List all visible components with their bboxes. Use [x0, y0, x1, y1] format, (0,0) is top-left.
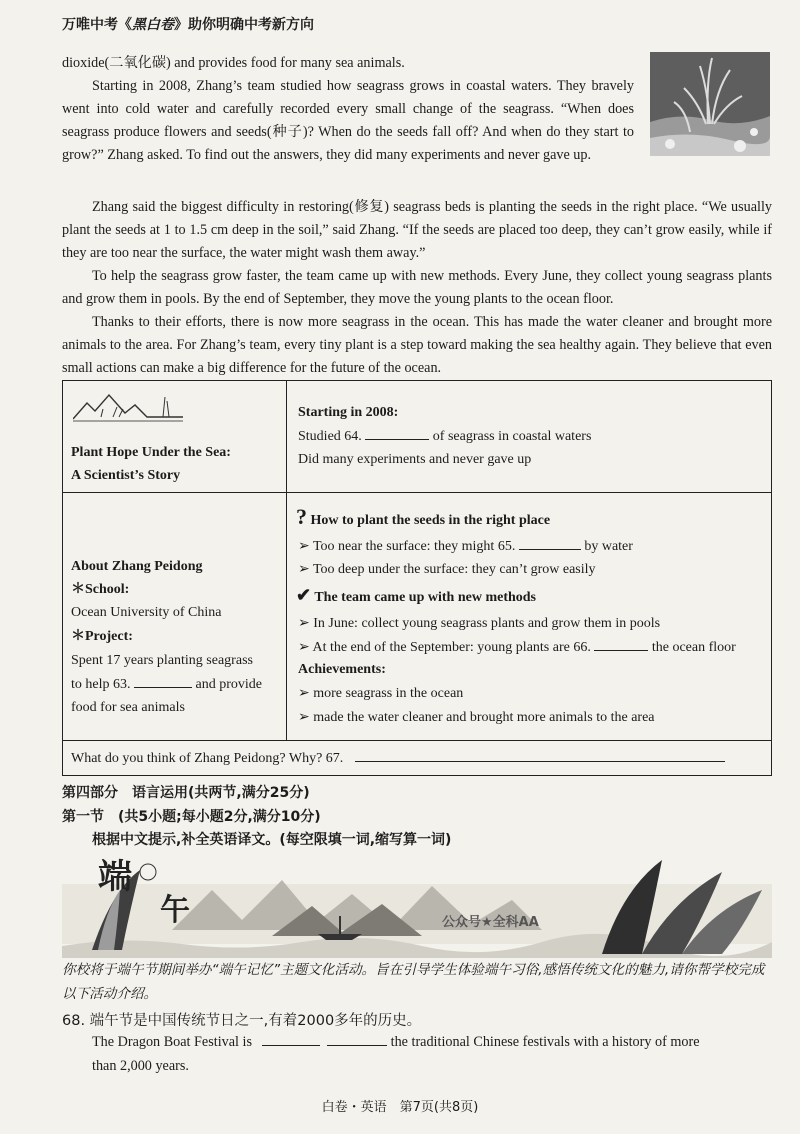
q68-chinese: 68. 端午节是中国传统节日之一,有着2000多年的历史。 [62, 1013, 422, 1029]
answer-blank-65[interactable] [519, 549, 581, 550]
landscape-illustration [73, 387, 183, 431]
seagrass-photo [650, 52, 770, 156]
project-line3: food for sea animals [71, 700, 185, 715]
page-header: 万唯中考《黑白卷》助你明确中考新方向 [62, 17, 314, 33]
table-divider [63, 492, 771, 493]
starting-detail: Did many experiments and never gave up [298, 452, 532, 467]
answer-blank-67[interactable] [355, 761, 725, 762]
project-label: ＊Project: [71, 629, 133, 644]
blank-66-line: ➢ At the end of the September: young plants are 66. the ocean floor [298, 640, 736, 655]
q68-english-line2: than 2,000 years. [92, 1058, 189, 1074]
banner-char-duan: 端 [98, 857, 132, 897]
article-paragraph-4: Thanks to their efforts, there is now more seagrass in the ocean. This has made the water cleaner and brought more animals to the area. For Zhang’s team, every tiny plant is a step toward making the sea healthy again. They believe that even small actions can make a big difference for the future of the ocean. [62, 314, 772, 376]
answer-blank-68b[interactable] [327, 1045, 387, 1046]
how-detail-deep: ➢ Too deep under the surface: they can’t grow easily [298, 562, 596, 577]
table-column-divider [286, 381, 287, 740]
dragon-boat-banner [62, 850, 772, 958]
table-title-line2: A Scientist’s Story [71, 468, 181, 483]
answer-blank-68a[interactable] [262, 1045, 320, 1046]
brand-name: 黑白卷 [132, 17, 174, 33]
method-heading-row: ✔ The team came up with new methods [296, 585, 536, 605]
blank-67-line: What do you think of Zhang Peidong? Why? 67. [71, 747, 725, 770]
check-mark-icon: ✔ [296, 585, 312, 605]
page-footer: 白卷・英语 第7页(共8页) [321, 1100, 479, 1115]
question-mark-icon: ? [296, 504, 307, 529]
achievement-2: ➢ made the water cleaner and brought more animals to the area [298, 710, 655, 725]
blank-64-line: Studied 64. of seagrass in coastal waters [298, 429, 592, 444]
achievement-1: ➢ more seagrass in the ocean [298, 686, 464, 701]
about-heading: About Zhang Peidong [71, 559, 203, 574]
starting-heading: Starting in 2008: [298, 405, 399, 420]
project-line1: Spent 17 years planting seagrass [71, 653, 253, 668]
article-paragraph-2: Zhang said the biggest difficulty in restoring(修复) seagrass beds is planting the seeds in the right place. “We usually plant the seeds at 1 to 1.5 cm deep in the soil,” said Zhang. “If the seeds are placed too deep, they can’t grow easily, while if they are too near the surface, the water might wash them away.” [62, 199, 772, 261]
answer-blank-66[interactable] [594, 650, 648, 651]
banner-char-wu: 午 [160, 893, 190, 928]
blank-63-line: to help 63. and provide [71, 677, 262, 692]
answer-blank-64[interactable] [365, 439, 429, 440]
table-divider [63, 740, 771, 741]
achievements-heading: Achievements: [298, 662, 386, 677]
activity-intro: 你校将于端午节期间举办“端午记忆”主题文化活动。旨在引导学生体验端午习俗,感悟传统文化的魅力,请你帮学校完成以下活动介绍。 [62, 962, 765, 1002]
article-paragraph-0: dioxide(二氧化碳) and provides food for many sea animals. [62, 55, 405, 71]
part4-title: 第四部分 语言运用(共两节,满分25分) [62, 785, 310, 801]
article-paragraph-1: Starting in 2008, Zhang’s team studied how seagrass grows in coastal waters. They bravely went into cold water and carefully recorded every small change of the seagrass. “When does seagrass produce flowers and seeds(种子)? When do the seeds fall off? And when do they start to grow?” Zhang asked. To find out the answers, they did many experiments and never gave up. [62, 78, 634, 163]
method-detail-june: ➢ In June: collect young seagrass plants and grow them in pools [298, 616, 661, 631]
q68-english-line: The Dragon Boat Festival is the traditional Chinese festivals with a history of more [92, 1034, 700, 1050]
summary-table [62, 380, 772, 776]
how-heading-row: ? How to plant the seeds in the right place [296, 504, 551, 529]
article-paragraph-3: To help the seagrass grow faster, the team came up with new methods. Every June, they collect young seagrass plants and grow them in pools. By the end of September, they move the young plants to the ocean floor. [62, 268, 772, 307]
section1-title: 第一节 (共5小题;每小题2分,满分10分) [62, 809, 321, 825]
table-title-line1: Plant Hope Under the Sea: [71, 445, 231, 460]
school-label: ＊School: [71, 582, 130, 597]
section1-instructions: 根据中文提示,补全英语译文。(每空限填一词,缩写算一词) [92, 832, 452, 848]
answer-blank-63[interactable] [134, 687, 192, 688]
watermark-text: 公众号★全科AA [442, 915, 539, 930]
school-name: Ocean University of China [71, 605, 222, 620]
blank-65-line: ➢ Too near the surface: they might 65. by water [298, 539, 633, 554]
